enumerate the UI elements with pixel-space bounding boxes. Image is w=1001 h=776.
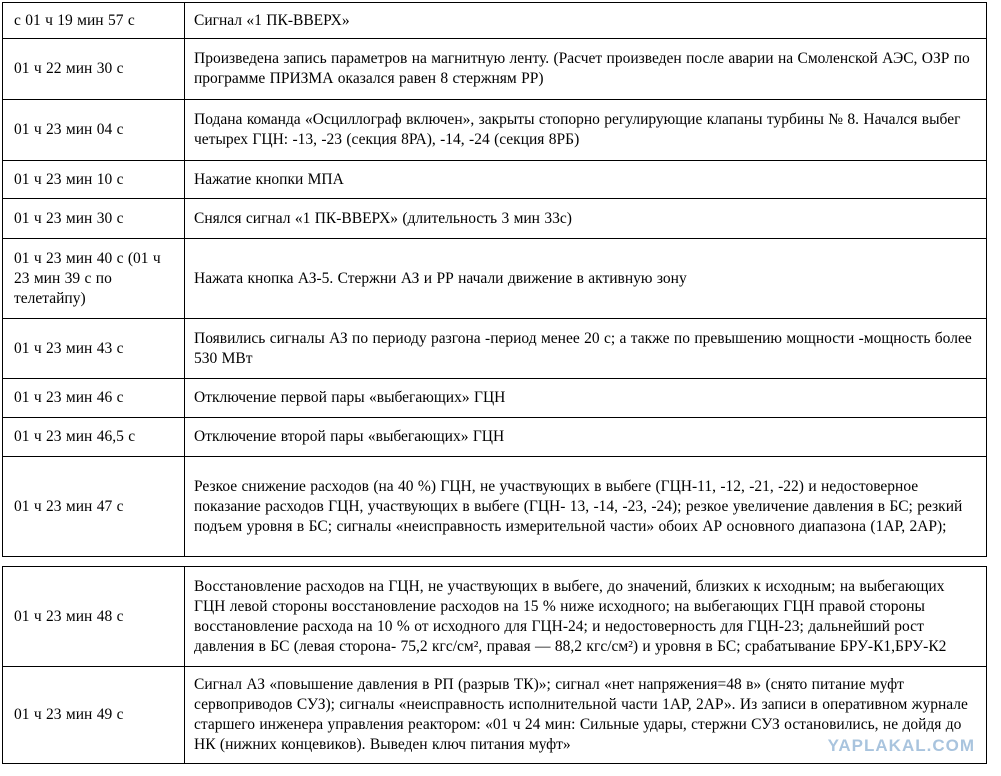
event-cell: Отключение первой пары «выбегающих» ГЦН xyxy=(185,379,987,418)
event-cell: Снялся сигнал «1 ПК-ВВЕРХ» (длительность 3 мин 33с) xyxy=(185,199,987,239)
timestamp-cell: 01 ч 23 мин 10 с xyxy=(3,161,185,199)
timestamp-cell: 01 ч 23 мин 04 с xyxy=(3,100,185,161)
event-table-upper xyxy=(2,2,987,557)
table-row xyxy=(3,239,987,319)
event-cell: Появились сигналы АЗ по периоду разгона -период менее 20 с; а также по превышению мощности -мощность более 530 МВт xyxy=(185,319,987,379)
table-row xyxy=(3,567,987,667)
event-table-lower xyxy=(2,566,987,764)
event-cell: Сигнал АЗ «повышение давления в РП (разрыв ТК)»; сигнал «нет напряжения=48 в» (снято питание муфт сервоприводов СУЗ); сигналы «неисправность исполнительной части 1АР, 2АР». Из записи в оперативном журнале старшего инженера управления реактором: «01 ч 24 мин: Сильные удары, стержни СУЗ остановились, не дойдя до НК (нижних концевиков). Выведен ключ питания муфт» xyxy=(185,667,987,764)
table-row xyxy=(3,100,987,161)
table-row xyxy=(3,457,987,557)
event-cell: Произведена запись параметров на магнитную ленту. (Расчет произведен после аварии на Смоленской АЭС, ОЗР по программе ПРИЗМА оказался равен 8 стержням РР) xyxy=(185,39,987,100)
table-row xyxy=(3,3,987,39)
event-cell: Отключение второй пары «выбегающих» ГЦН xyxy=(185,418,987,457)
table-row xyxy=(3,199,987,239)
table-row xyxy=(3,161,987,199)
timestamp-cell: 01 ч 23 мин 30 с xyxy=(3,199,185,239)
timestamp-cell: 01 ч 23 мин 43 с xyxy=(3,319,185,379)
event-cell: Резкое снижение расходов (на 40 %) ГЦН, не участвующих в выбеге (ГЦН-11, -12, -21, -22) и недостоверное показание расходов ГЦН, участвующих в выбеге (ГЦН- 13, -14, -23, -24); резкое увеличение давления в БС; резкий подъем уровня в БС; сигналы «неисправность измерительной части» обоих АР основного диапазона (1АР, 2АР); xyxy=(185,457,987,557)
event-cell: Нажатие кнопки МПА xyxy=(185,161,987,199)
event-cell: Подана команда «Осциллограф включен», закрыты стопорно регулирующие клапаны турбины № 8. Начался выбег четырех ГЦН: -13, -23 (секция 8РА), -14, -24 (секция 8РБ) xyxy=(185,100,987,161)
timestamp-cell: 01 ч 23 мин 46 с xyxy=(3,379,185,418)
table-row xyxy=(3,418,987,457)
timestamp-cell: с 01 ч 19 мин 57 с xyxy=(3,3,185,39)
table-row xyxy=(3,319,987,379)
yaplakal-watermark: YAPLAKAL.COM xyxy=(827,736,975,755)
timestamp-cell: 01 ч 22 мин 30 с xyxy=(3,39,185,100)
event-cell: Нажата кнопка АЗ-5. Стержни АЗ и РР начали движение в активную зону xyxy=(185,239,987,319)
timestamp-cell: 01 ч 23 мин 48 с xyxy=(3,567,185,667)
timestamp-cell: 01 ч 23 мин 46,5 с xyxy=(3,418,185,457)
table-row xyxy=(3,379,987,418)
timestamp-cell: 01 ч 23 мин 40 с (01 ч 23 мин 39 с по телетайпу) xyxy=(3,239,185,319)
event-cell: Восстановление расходов на ГЦН, не участвующих в выбеге, до значений, близких к исходным; на выбегающих ГЦН левой стороны восстановление расходов на 15 % ниже исходного; на выбегающих ГЦН правой стороны восстановление расхода на 10 % от исходного для ГЦН-24; и недостоверность для ГЦН-23; дальнейший рост давления в БС (левая сторона- 75,2 кгс/см², правая — 88,2 кгс/см²) и уровня в БС; срабатывание БРУ-К1,БРУ-К2 xyxy=(185,567,987,667)
timestamp-cell: 01 ч 23 мин 47 с xyxy=(3,457,185,557)
timestamp-cell: 01 ч 23 мин 49 с xyxy=(3,667,185,764)
table-row xyxy=(3,39,987,100)
event-cell: Сигнал «1 ПК-ВВЕРХ» xyxy=(185,3,987,39)
